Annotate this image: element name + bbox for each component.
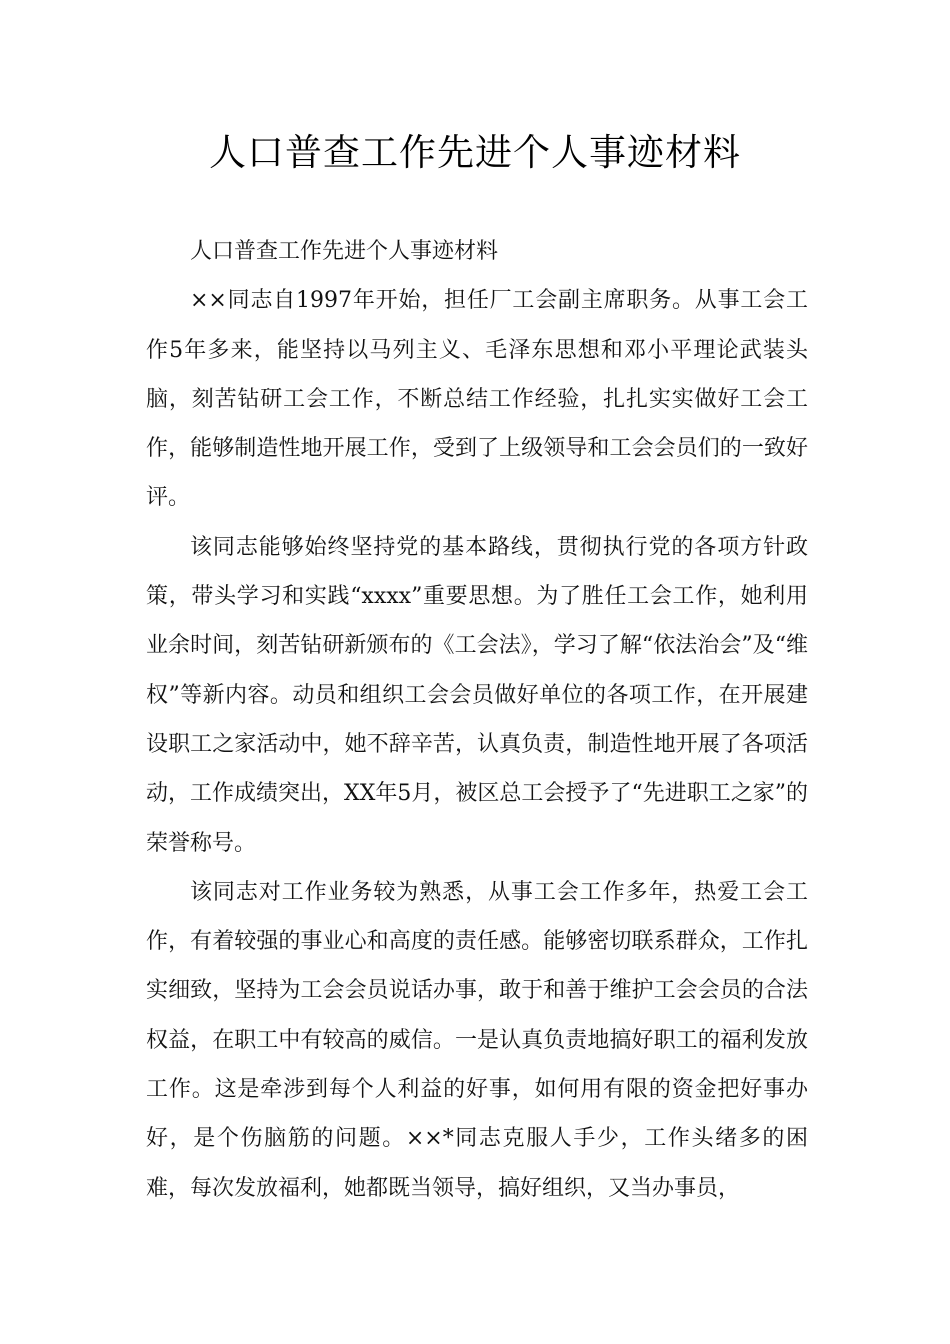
paragraph-2: 该同志能够始终坚持党的基本路线，贯彻执行党的各项方针政策，带头学习和实践“xxxx”重要思想。为了胜任工会工作，她利用业余时间，刻苦钻研新颁布的《工会法》，学习了解“依法治会”及“维权”等新内容。动员和组织工会会员做好单位的各项工作，在开展建设职工之家活动中，她不辞辛苦，认真负责，制造性地开展了各项活动，工作成绩突出，XX年5月，被区总工会授予了“先进职工之家”的荣誉称号。	[146, 534, 808, 856]
document-title: 人口普查工作先进个人事迹材料	[209, 131, 741, 174]
paragraph-subtitle: 人口普查工作先进个人事迹材料	[190, 239, 499, 264]
document-body	[146, 227, 808, 1213]
paragraph-1: ××同志自1997年开始，担任厂工会副主席职务。从事工会工作5年多来，能坚持以马列主义、毛泽东思想和邓小平理论武装头脑，刻苦钻研工会工作，不断总结工作经验，扎扎实实做好工会工作，能够制造性地开展工作，受到了上级领导和工会会员们的一致好评。	[146, 288, 808, 511]
paragraph-3: 该同志对工作业务较为熟悉，从事工会工作多年，热爱工会工作，有着较强的事业心和高度的责任感。能够密切联系群众，工作扎实细致，坚持为工会会员说话办事，敢于和善于维护工会会员的合法权益，在职工中有较高的威信。一是认真负责地搞好职工的福利发放工作。这是牵涉到每个人利益的好事，如何用有限的资金把好事办好，是个伤脑筋的问题。××*同志克服人手少，工作头绪多的困难，每次发放福利，她都既当领导，搞好组织，又当办事员，	[146, 879, 808, 1201]
